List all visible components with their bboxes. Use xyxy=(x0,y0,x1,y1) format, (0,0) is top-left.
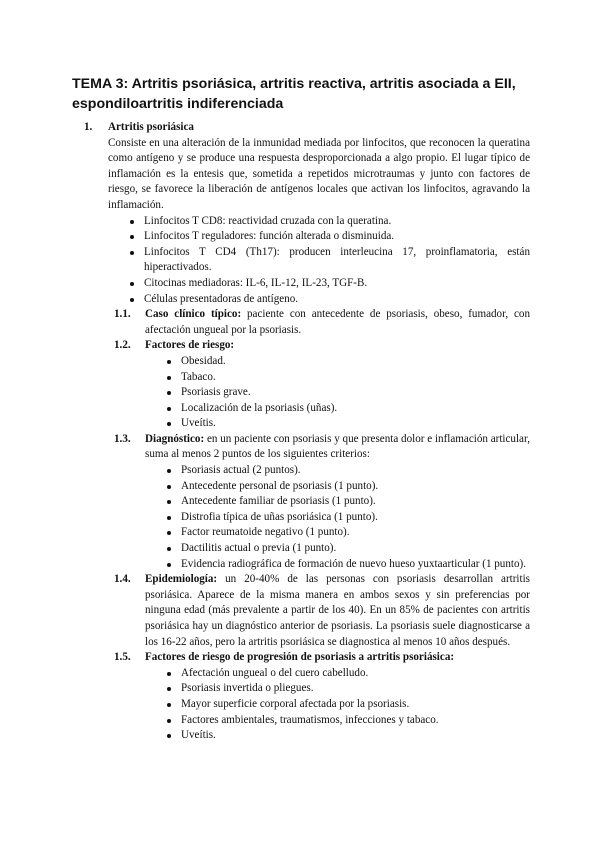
progression-risk-list xyxy=(0,666,600,744)
subsection-label: Diagnóstico: xyxy=(145,432,205,445)
section-number: 1. xyxy=(84,121,93,133)
list-item: Afectación ungueal o del cuero cabelludo. xyxy=(181,666,530,682)
list-item: Psoriasis grave. xyxy=(181,385,530,401)
list-item: Factor reumatoide negativo (1 punto). xyxy=(181,525,530,541)
list-item: Uveítis. xyxy=(181,728,530,744)
subsection-label: Epidemiología: xyxy=(145,573,218,586)
diagnosis-criteria-list xyxy=(0,463,600,572)
list-item: Obesidad. xyxy=(181,354,530,370)
list-item: Psoriasis actual (2 puntos). xyxy=(181,463,530,479)
subsection-number: 1.5. xyxy=(114,651,131,664)
list-item: Localización de la psoriasis (uñas). xyxy=(181,401,530,417)
list-item: Linfocitos T CD4 (Th17): producen interleucina 17, proinflamatoria, están hiperactivados. xyxy=(144,245,530,276)
subsection-text: en un paciente con psoriasis y que presenta dolor e inflamación articular, suma al menos 2 puntos de los siguientes criterios: xyxy=(145,432,530,461)
document-title: TEMA 3: Artritis psoriásica, artritis reactiva, artritis asociada a EII, espondiloartritis indiferenciada xyxy=(72,76,516,112)
list-item: Uveítis. xyxy=(181,416,530,432)
list-item: Linfocitos T reguladores: función alterada o disminuida. xyxy=(144,229,530,245)
list-item: Células presentadoras de antígeno. xyxy=(144,292,530,308)
subsection-diagnosis xyxy=(114,432,530,463)
section-heading xyxy=(0,120,600,136)
list-item: Factores ambientales, traumatismos, infecciones y tabaco. xyxy=(181,713,530,729)
list-item: Tabaco. xyxy=(181,370,530,386)
subsection-epidemiology xyxy=(114,572,530,650)
intro-paragraph: Consiste en una alteración de la inmunidad mediada por linfocitos, que reconocen la queratina como antígeno y se produce una respuesta desproporcionada a algo propio. El lugar típico de inflamación es la entesis que, sometida a repetidos microtraumas y junto con factores de riesgo, se favorece la liberación de antígenos locales que activan los linfocitos, agravando la inflamación. xyxy=(108,136,530,211)
subsection-text: paciente con antecedente de psoriasis, obeso, fumador, con afectación ungueal por la psoriasis. xyxy=(145,308,530,336)
list-item: Dactilitis actual o previa (1 punto). xyxy=(181,541,530,557)
document-body xyxy=(0,120,600,744)
list-item: Antecedente personal de psoriasis (1 punto). xyxy=(181,479,530,495)
subsection-number: 1.4. xyxy=(114,573,131,586)
list-item: Evidencia radiográfica de formación de nuevo hueso yuxtaarticular (1 punto). xyxy=(181,557,530,573)
subsection-number: 1.2. xyxy=(114,339,131,352)
subsection-text: un 20-40% de las personas con psoriasis desarrollan artritis psoriásica. Aparece de la misma manera en ambos sexos y sin preferencias por ninguna edad (más prevalente a partir de los 40). En un 85% de pacientes con artritis psoriásica hay un diagnóstico anterior de psoriasis. La psoriasis suele diagnosticarse a los 16-22 años, pero la artritis psoriásica se diagnostica al menos 10 años después. xyxy=(145,573,530,648)
list-item: Citocinas mediadoras: IL-6, IL-12, IL-23, TGF-B. xyxy=(144,276,530,292)
subsection-clinical-case xyxy=(114,307,530,338)
list-item: Psoriasis invertida o pliegues. xyxy=(181,681,530,697)
immune-cells-list xyxy=(0,214,600,308)
subsection-label: Factores de riesgo de progresión de psoriasis a artritis psoriásica: xyxy=(145,651,455,664)
risk-factors-list xyxy=(0,354,600,432)
list-item: Distrofia típica de uñas psoriásica (1 punto). xyxy=(181,510,530,526)
subsection-progression-risk xyxy=(114,650,530,666)
list-item: Antecedente familiar de psoriasis (1 punto). xyxy=(181,494,530,510)
subsection-label: Factores de riesgo: xyxy=(145,339,235,352)
subsection-number: 1.3. xyxy=(114,432,131,445)
list-item: Mayor superficie corporal afectada por la psoriasis. xyxy=(181,697,530,713)
subsection-number: 1.1. xyxy=(114,308,131,321)
section-heading-text: Artritis psoriásica xyxy=(108,121,194,133)
list-item: Linfocitos T CD8: reactividad cruzada con la queratina. xyxy=(144,214,530,230)
subsection-label: Caso clínico típico: xyxy=(145,308,242,321)
subsection-risk-factors xyxy=(114,338,530,354)
